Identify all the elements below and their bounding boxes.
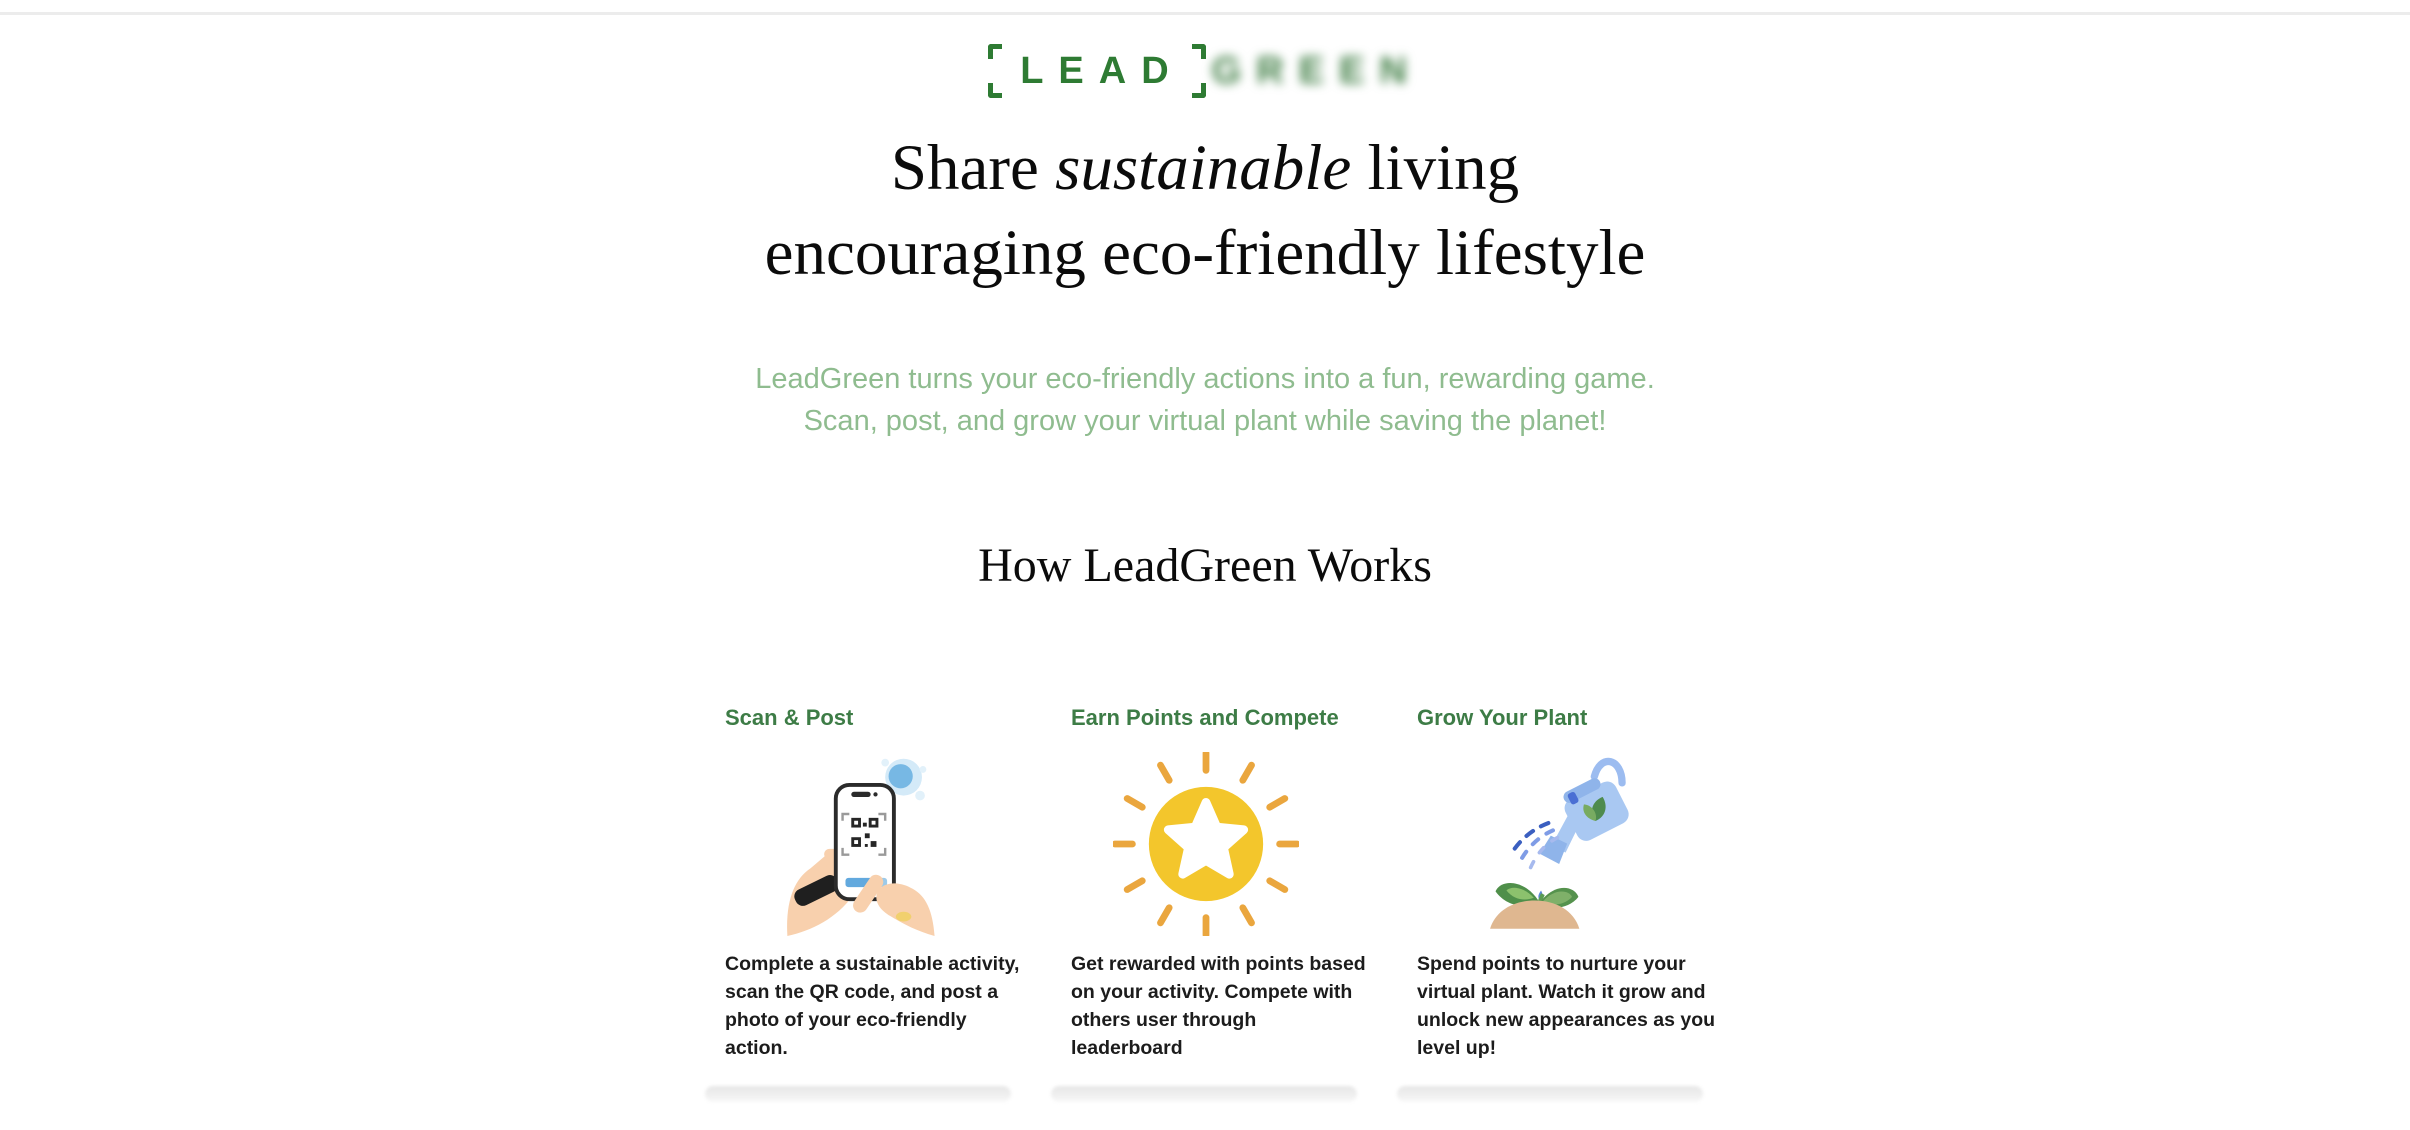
card-description: Spend points to nurture your virtual plant. Watch it grow and unlock new appearances as you level up! <box>1417 953 1716 1059</box>
hero-subtitle-line1: LeadGreen turns your eco-friendly actions into a fun, rewarding game. <box>755 363 1655 395</box>
logo-text-green-blurred: GREEN <box>1211 50 1422 92</box>
header <box>0 44 2410 98</box>
card-description: Get rewarded with points based on your activity. Compete with others user through leaderboard <box>1071 953 1366 1059</box>
hero-title-post: living <box>1351 132 1520 204</box>
hero-title-pre: Share <box>890 132 1056 204</box>
hero-subtitle <box>0 358 2410 442</box>
card-shadow <box>1051 1086 1357 1102</box>
scan-frame-left-bracket-icon <box>988 44 1008 98</box>
card-title: Grow Your Plant <box>1417 705 1588 730</box>
sun-star-badge-illustration <box>1113 752 1299 936</box>
card-title: Scan & Post <box>725 705 854 730</box>
phone-qr-scan-illustration <box>767 752 953 936</box>
logo-text-lead: LEAD <box>1020 50 1184 92</box>
card-title: Earn Points and Compete <box>1071 705 1339 730</box>
hero-title-italic: sustainable <box>1055 132 1352 204</box>
hero-subtitle-line2: Scan, post, and grow your virtual plant while saving the planet! <box>803 405 1607 437</box>
how-it-works-heading: How LeadGreen Works <box>978 539 1432 592</box>
card-shadow <box>1397 1086 1703 1102</box>
card-shadow <box>705 1086 1011 1102</box>
card-grow-plant <box>1397 698 1716 1062</box>
scan-frame-right-bracket-icon <box>1186 44 1206 98</box>
leadgreen-logo[interactable] <box>988 44 1422 98</box>
watering-can-plant-illustration <box>1459 752 1645 936</box>
how-it-works-cards <box>705 698 1716 1062</box>
top-divider <box>0 12 2410 15</box>
hero-title-line2: encouraging eco-friendly lifestyle <box>764 217 1646 289</box>
hero-title <box>0 126 2410 296</box>
card-scan-and-post <box>705 698 1020 1062</box>
card-earn-points <box>1051 698 1366 1062</box>
card-description: Complete a sustainable activity, scan the QR code, and post a photo of your eco-friendly action. <box>725 953 1020 1059</box>
